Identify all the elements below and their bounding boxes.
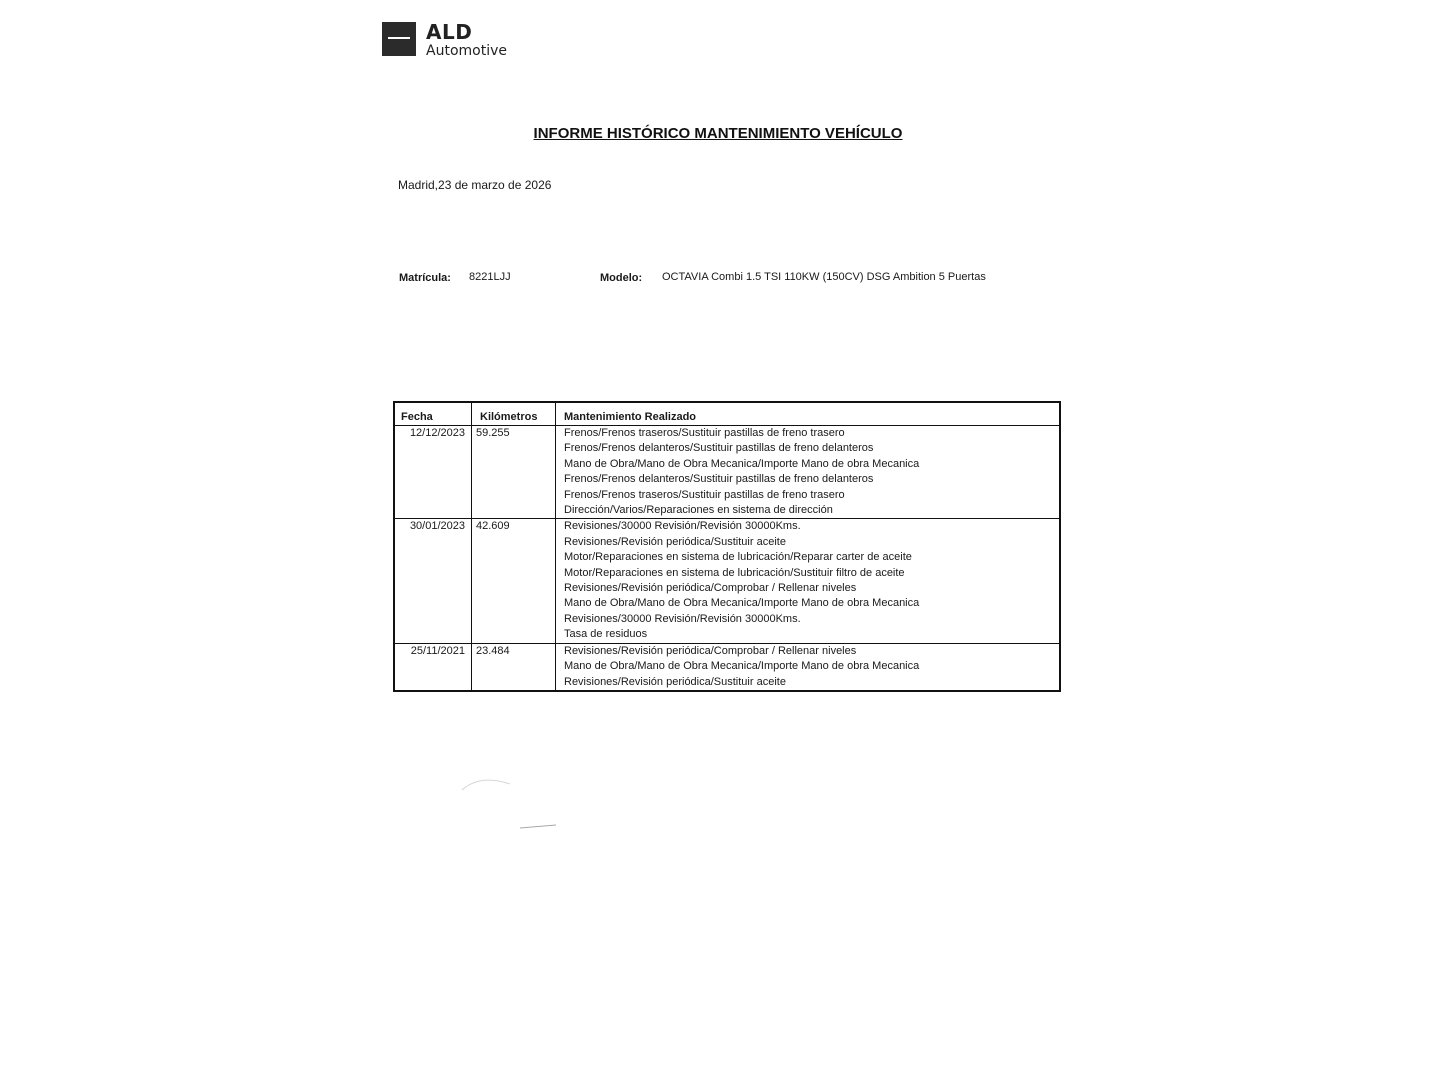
maintenance-item: Revisiones/30000 Revisión/Revisión 30000Kms. bbox=[564, 612, 801, 625]
maintenance-item: Frenos/Frenos traseros/Sustituir pastillas de freno trasero bbox=[564, 427, 845, 439]
logo-line1: ALD bbox=[426, 20, 473, 44]
cell-mantenimiento bbox=[556, 643, 1061, 691]
maintenance-item: Mano de Obra/Mano de Obra Mecanica/Importe Mano de obra Mecanica bbox=[564, 457, 920, 470]
cell-kilometros: 23.484 bbox=[472, 643, 556, 691]
matricula-value: 8221LJJ bbox=[469, 271, 511, 283]
maintenance-item: Mano de Obra/Mano de Obra Mecanica/Importe Mano de obra Mecanica bbox=[564, 597, 920, 610]
maintenance-item: Tasa de residuos bbox=[564, 628, 648, 641]
table-row bbox=[394, 426, 1060, 519]
place-date: Madrid,23 de marzo de 2026 bbox=[398, 178, 552, 192]
faint-pen-mark bbox=[460, 772, 560, 832]
header-kilometros: Kilómetros bbox=[472, 402, 556, 426]
cell-fecha: 25/11/2021 bbox=[394, 643, 472, 691]
maintenance-item: Revisiones/Revisión periódica/Comprobar / Rellenar niveles bbox=[564, 644, 857, 657]
cell-kilometros: 59.255 bbox=[472, 426, 556, 519]
header-fecha: Fecha bbox=[394, 402, 472, 426]
table-row bbox=[394, 519, 1060, 643]
cell-fecha: 12/12/2023 bbox=[394, 426, 472, 519]
report-title: INFORME HISTÓRICO MANTENIMIENTO VEHÍCULO bbox=[533, 125, 903, 142]
maintenance-item: Mano de Obra/Mano de Obra Mecanica/Importe Mano de obra Mecanica bbox=[564, 660, 920, 673]
matricula-label: Matrícula: bbox=[399, 272, 451, 284]
table-row bbox=[394, 643, 1060, 691]
logo-line2: Automotive bbox=[426, 43, 507, 59]
maintenance-item: Revisiones/Revisión periódica/Comprobar / Rellenar niveles bbox=[564, 582, 857, 595]
maintenance-item: Revisiones/30000 Revisión/Revisión 30000Kms. bbox=[564, 520, 801, 533]
table-header-row bbox=[394, 402, 1060, 426]
ald-logo bbox=[382, 22, 507, 58]
maintenance-item: Frenos/Frenos delanteros/Sustituir pastillas de freno delanteros bbox=[564, 473, 874, 486]
maintenance-item: Dirección/Varios/Reparaciones en sistema de dirección bbox=[564, 504, 833, 517]
cell-fecha: 30/01/2023 bbox=[394, 519, 472, 643]
modelo-value: OCTAVIA Combi 1.5 TSI 110KW (150CV) DSG Ambition 5 Puertas bbox=[662, 271, 986, 283]
maintenance-table bbox=[393, 401, 1061, 692]
logo-mark-icon bbox=[382, 22, 416, 56]
maintenance-item: Revisiones/Revisión periódica/Sustituir aceite bbox=[564, 535, 786, 548]
cell-kilometros: 42.609 bbox=[472, 519, 556, 643]
maintenance-item: Motor/Reparaciones en sistema de lubricación/Sustituir filtro de aceite bbox=[564, 566, 905, 579]
table-body bbox=[394, 426, 1060, 691]
cell-mantenimiento bbox=[556, 519, 1061, 643]
cell-mantenimiento bbox=[556, 426, 1061, 519]
header-mantenimiento: Mantenimiento Realizado bbox=[556, 402, 1061, 426]
maintenance-item: Frenos/Frenos delanteros/Sustituir pastillas de freno delanteros bbox=[564, 442, 874, 455]
maintenance-item: Motor/Reparaciones en sistema de lubricación/Reparar carter de aceite bbox=[564, 551, 912, 564]
logo-text bbox=[426, 22, 507, 58]
modelo-label: Modelo: bbox=[600, 272, 643, 284]
maintenance-item: Revisiones/Revisión periódica/Sustituir aceite bbox=[564, 675, 786, 688]
maintenance-item: Frenos/Frenos traseros/Sustituir pastillas de freno trasero bbox=[564, 488, 845, 501]
